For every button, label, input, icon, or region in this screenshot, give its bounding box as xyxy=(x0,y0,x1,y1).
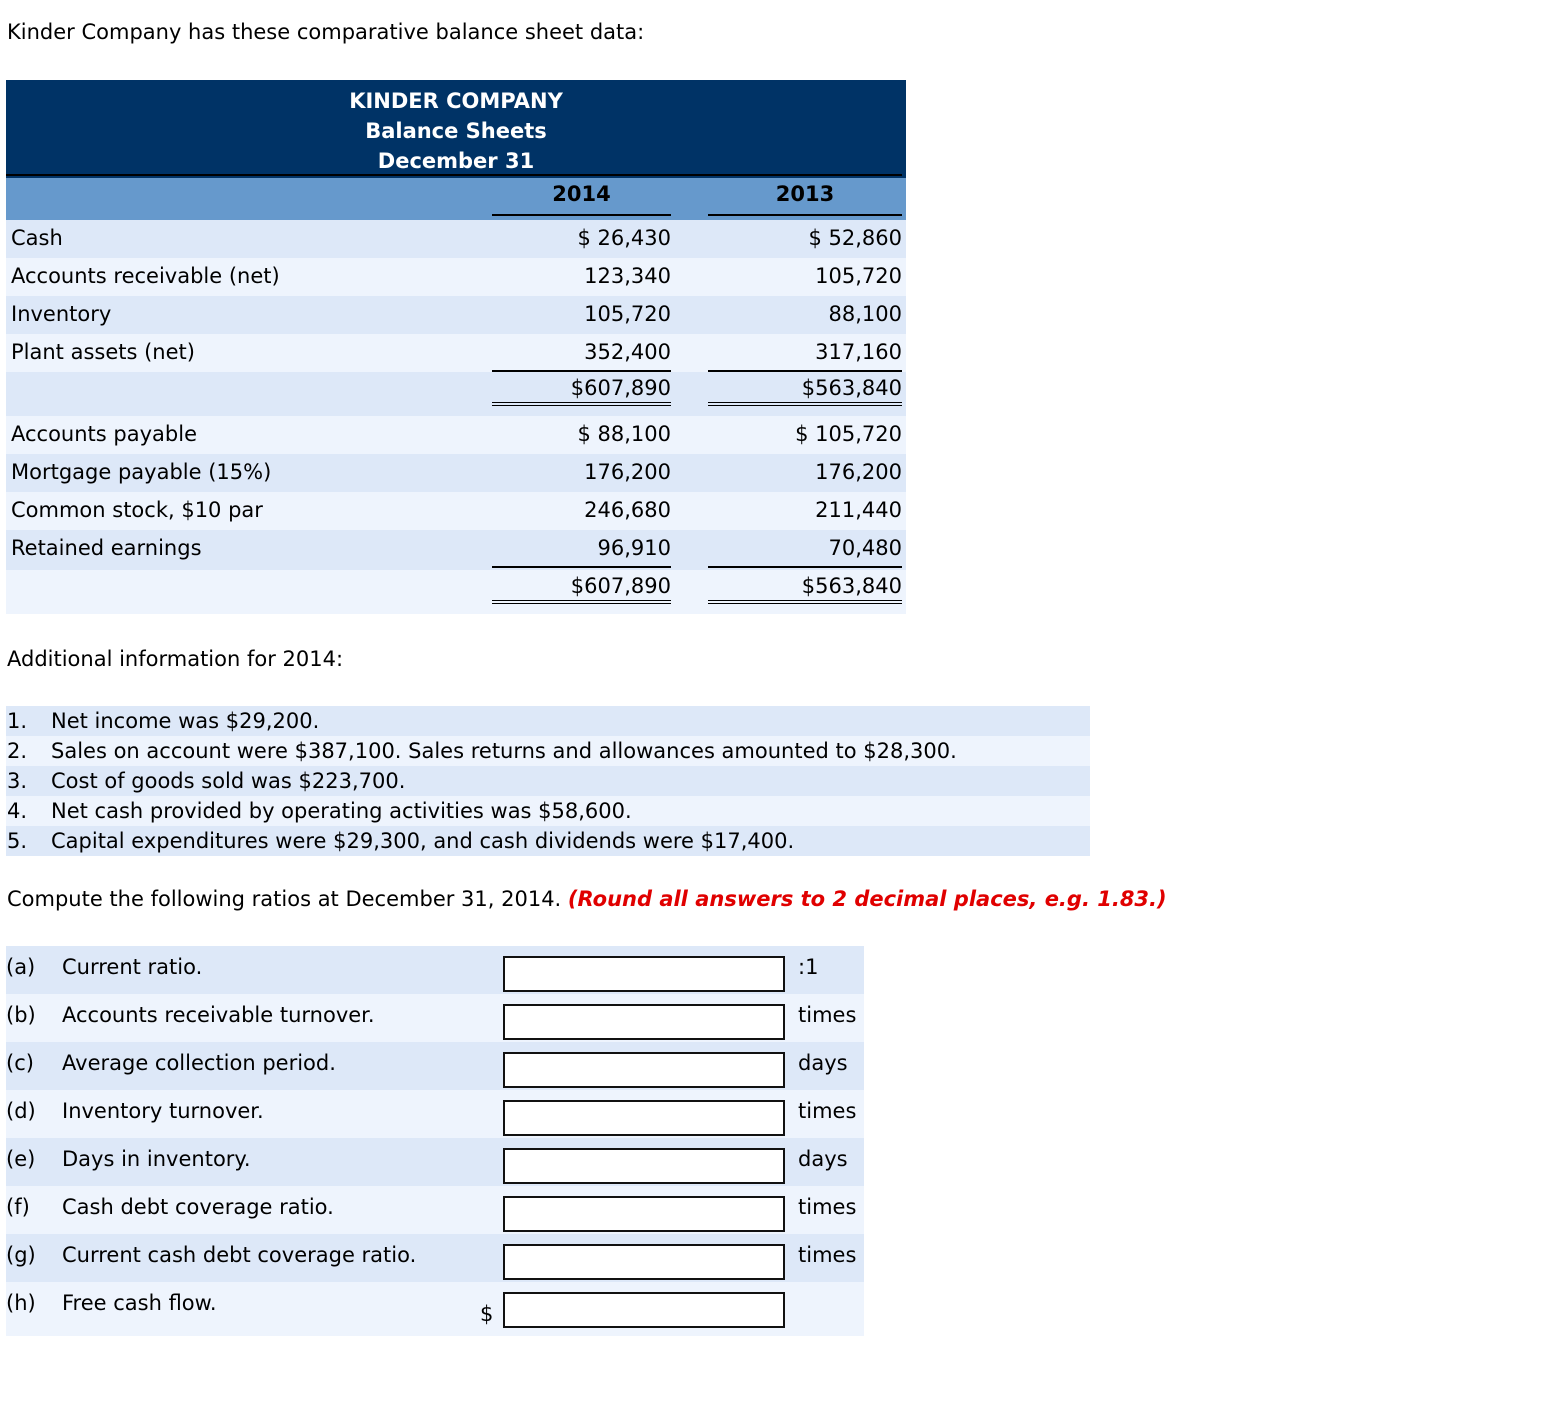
value-2013: $ 52,860 xyxy=(808,226,902,250)
ratio-unit: times xyxy=(798,1243,857,1267)
ratio-answer-input[interactable] xyxy=(503,1292,785,1328)
ratio-row xyxy=(6,1090,864,1138)
ratio-row xyxy=(6,1138,864,1186)
value-2013: $ 105,720 xyxy=(795,422,902,446)
row-label: Plant assets (net) xyxy=(11,340,195,364)
value-2013: 70,480 xyxy=(708,532,902,568)
list-item xyxy=(6,706,1090,736)
item-number: 1. xyxy=(7,709,28,733)
ratio-key: (c) xyxy=(6,1051,34,1075)
total-row xyxy=(6,372,906,416)
list-item xyxy=(6,736,1090,766)
ratio-row xyxy=(6,946,864,994)
value-2014: 352,400 xyxy=(492,336,671,372)
ratio-label: Days in inventory. xyxy=(62,1147,251,1171)
value-2014: 96,910 xyxy=(492,532,671,568)
ratio-answer-input[interactable] xyxy=(503,1148,785,1184)
ratio-answer-input[interactable] xyxy=(503,1004,785,1040)
ratio-key: (f) xyxy=(6,1195,30,1219)
value-2014: $ 26,430 xyxy=(577,226,671,250)
ratio-row xyxy=(6,1234,864,1282)
ratio-label: Current ratio. xyxy=(62,955,203,979)
row-label: Mortgage payable (15%) xyxy=(11,460,272,484)
compute-text: Compute the following ratios at December 31, 2014. xyxy=(7,887,562,911)
ratio-key: (a) xyxy=(6,955,36,979)
item-text: Net income was $29,200. xyxy=(51,709,320,733)
item-text: Sales on account were $387,100. Sales returns and allowances amounted to $28,300. xyxy=(51,739,957,763)
additional-info-list xyxy=(6,706,1090,856)
ratio-unit: times xyxy=(798,1003,857,1027)
total-row xyxy=(6,570,906,614)
ratio-unit: :1 xyxy=(798,955,819,979)
year-2014: 2014 xyxy=(492,182,671,216)
ratio-key: (d) xyxy=(6,1099,36,1123)
table-row xyxy=(6,416,906,454)
ratio-label: Average collection period. xyxy=(62,1051,336,1075)
value-2013: $563,840 xyxy=(708,574,902,604)
statement-title: Balance Sheets xyxy=(365,119,547,143)
item-number: 3. xyxy=(7,769,28,793)
value-2014: 105,720 xyxy=(584,302,671,326)
ratio-answer-input[interactable] xyxy=(503,1100,785,1136)
value-2014: $607,890 xyxy=(492,574,671,604)
table-row xyxy=(6,530,906,570)
table-row xyxy=(6,220,906,258)
ratio-label: Free cash flow. xyxy=(62,1291,217,1315)
intro-text: Kinder Company has these comparative balance sheet data: xyxy=(7,20,645,44)
list-item xyxy=(6,796,1090,826)
ratio-row xyxy=(6,1282,864,1336)
ratios-table xyxy=(6,946,864,1336)
balance-sheet-table xyxy=(6,80,906,614)
ratio-label: Current cash debt coverage ratio. xyxy=(62,1243,417,1267)
value-2013: 176,200 xyxy=(815,460,902,484)
table-row xyxy=(6,296,906,334)
compute-instructions xyxy=(7,887,1167,911)
table-row xyxy=(6,334,906,372)
table-row xyxy=(6,258,906,296)
value-2013: $563,840 xyxy=(708,376,902,406)
item-text: Capital expenditures were $29,300, and cash dividends were $17,400. xyxy=(51,829,795,853)
value-2014: 123,340 xyxy=(584,264,671,288)
ratio-row xyxy=(6,1186,864,1234)
ratio-answer-input[interactable] xyxy=(503,1196,785,1232)
value-2013: 317,160 xyxy=(708,336,902,372)
ratio-unit: days xyxy=(798,1051,848,1075)
ratio-answer-input[interactable] xyxy=(503,1052,785,1088)
row-label: Cash xyxy=(11,226,63,250)
value-2014: 246,680 xyxy=(584,498,671,522)
rounding-note: (Round all answers to 2 decimal places, e.g. 1.83.) xyxy=(567,887,1167,911)
statement-date: December 31 xyxy=(377,149,535,173)
item-text: Net cash provided by operating activities was $58,600. xyxy=(51,799,632,823)
ratio-row xyxy=(6,994,864,1042)
row-label: Accounts payable xyxy=(11,422,197,446)
ratio-key: (h) xyxy=(6,1291,36,1315)
ratio-label: Cash debt coverage ratio. xyxy=(62,1195,334,1219)
item-number: 5. xyxy=(7,829,28,853)
value-2013: 211,440 xyxy=(815,498,902,522)
ratio-answer-input[interactable] xyxy=(503,956,785,992)
row-label: Inventory xyxy=(11,302,112,326)
value-2013: 88,100 xyxy=(828,302,902,326)
ratio-key: (e) xyxy=(6,1147,36,1171)
value-2014: $ 88,100 xyxy=(577,422,671,446)
ratio-unit: times xyxy=(798,1195,857,1219)
ratio-row xyxy=(6,1042,864,1090)
item-number: 4. xyxy=(7,799,28,823)
value-2014: $607,890 xyxy=(492,376,671,406)
item-number: 2. xyxy=(7,739,28,763)
table-header xyxy=(6,80,906,178)
ratio-unit: days xyxy=(798,1147,848,1171)
list-item xyxy=(6,826,1090,856)
company-name: KINDER COMPANY xyxy=(349,89,563,113)
additional-heading: Additional information for 2014: xyxy=(7,647,344,671)
year-header-row xyxy=(6,178,906,220)
year-2013: 2013 xyxy=(708,182,902,216)
dollar-sign: $ xyxy=(480,1302,494,1326)
ratio-key: (b) xyxy=(6,1003,36,1027)
ratio-answer-input[interactable] xyxy=(503,1244,785,1280)
table-row xyxy=(6,454,906,492)
ratio-label: Inventory turnover. xyxy=(62,1099,264,1123)
value-2013: 105,720 xyxy=(815,264,902,288)
item-text: Cost of goods sold was $223,700. xyxy=(51,769,406,793)
row-label: Accounts receivable (net) xyxy=(11,264,280,288)
ratio-label: Accounts receivable turnover. xyxy=(62,1003,375,1027)
table-row xyxy=(6,492,906,530)
ratio-key: (g) xyxy=(6,1243,36,1267)
row-label: Retained earnings xyxy=(11,536,202,560)
value-2014: 176,200 xyxy=(584,460,671,484)
ratio-unit: times xyxy=(798,1099,857,1123)
list-item xyxy=(6,766,1090,796)
row-label: Common stock, $10 par xyxy=(11,498,263,522)
